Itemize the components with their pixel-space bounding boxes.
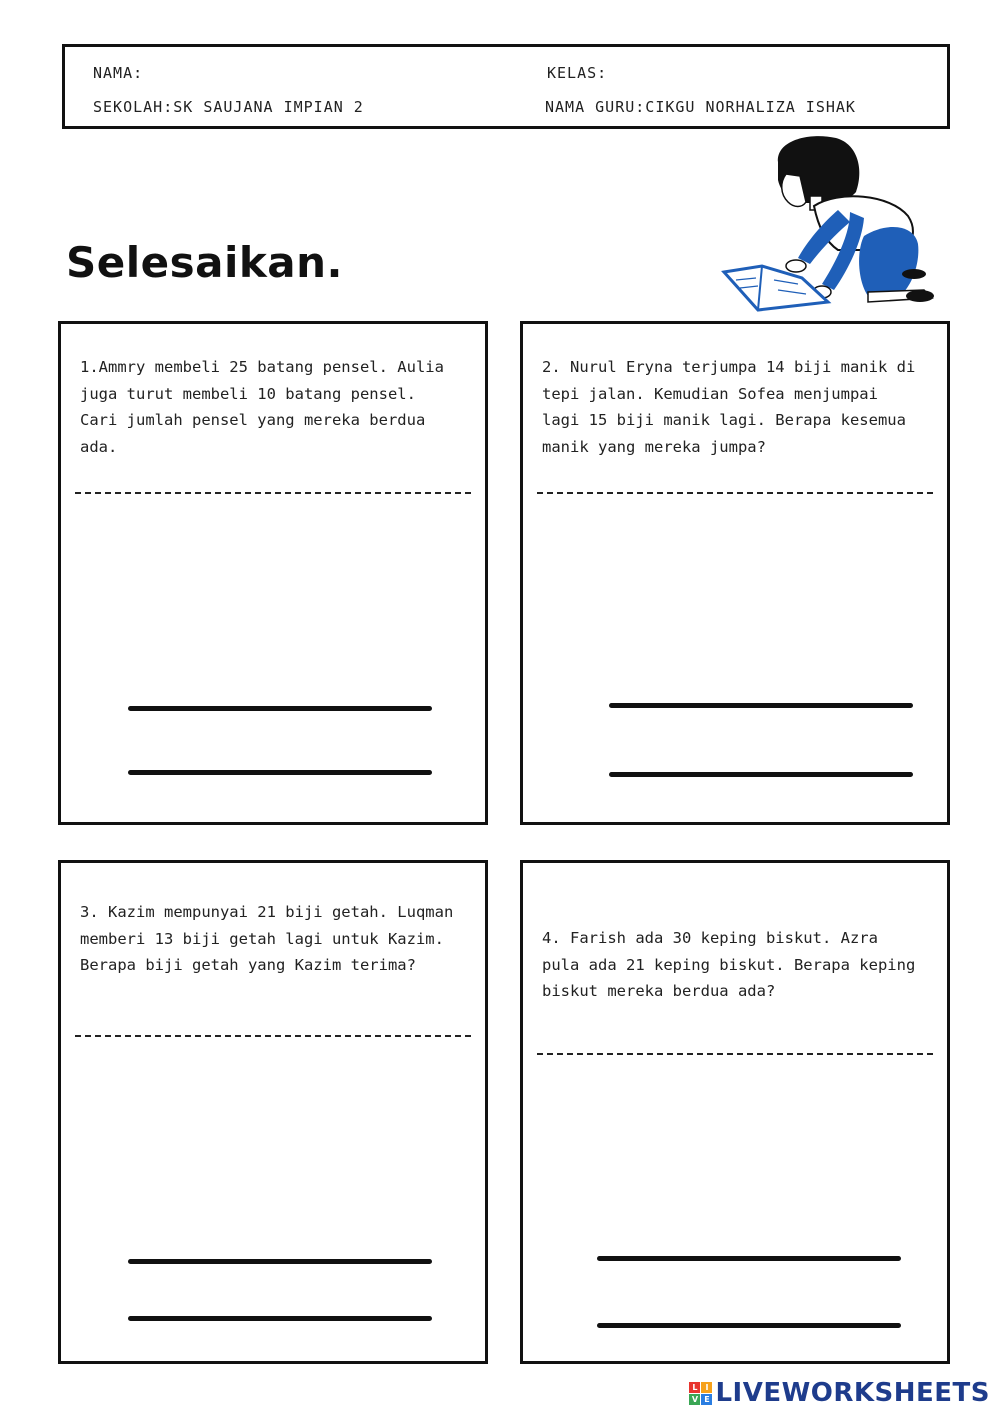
liveworksheets-branding[interactable] [689,1378,990,1408]
guru-label: NAMA GURU:CIKGU NORHALIZA ISHAK [545,98,856,116]
page-title: Selesaikan. [66,238,343,287]
question-1-text: 1.Ammry membeli 25 batang pensel. Aulia juga turut membeli 10 batang pensel. Cari jumlah pensel yang mereka berdua ada. [80,358,444,456]
nama-field-label: NAMA: [93,64,144,82]
question-card-2 [520,321,950,825]
question-card-1 [58,321,488,825]
answer-line-3a[interactable] [128,1259,432,1264]
question-3-divider [75,1035,471,1037]
answer-line-2b[interactable] [609,772,913,777]
question-card-3 [58,860,488,1364]
answer-line-1b[interactable] [128,770,432,775]
question-4-text: 4. Farish ada 30 keping biskut. Azra pula ada 21 keping biskut. Berapa keping biskut mereka berdua ada? [542,929,916,1000]
answer-line-3b[interactable] [128,1316,432,1321]
answer-line-1a[interactable] [128,706,432,711]
question-2-text: 2. Nurul Eryna terjumpa 14 biji manik di tepi jalan. Kemudian Sofea menjumpai lagi 15 biji manik lagi. Berapa kesemua manik yang mereka jumpa? [542,358,916,456]
sekolah-label: SEKOLAH:SK SAUJANA IMPIAN 2 [93,98,364,116]
kelas-field-label: KELAS: [547,64,608,82]
question-1-divider [75,492,471,494]
question-3-text: 3. Kazim mempunyai 21 biji getah. Luqman memberi 13 biji getah lagi untuk Kazim. Berapa biji getah yang Kazim terima? [80,903,454,974]
question-card-4 [520,860,950,1364]
girl-reading-book-icon [718,132,950,314]
question-2-divider [537,492,933,494]
student-info-box [62,44,950,129]
answer-line-2a[interactable] [609,703,913,708]
answer-line-4b[interactable] [597,1323,901,1328]
question-4-divider [537,1053,933,1055]
liveworksheets-logo-icon: L I V E [689,1382,712,1405]
answer-line-4a[interactable] [597,1256,901,1261]
liveworksheets-text: LIVEWORKSHEETS [715,1378,990,1408]
